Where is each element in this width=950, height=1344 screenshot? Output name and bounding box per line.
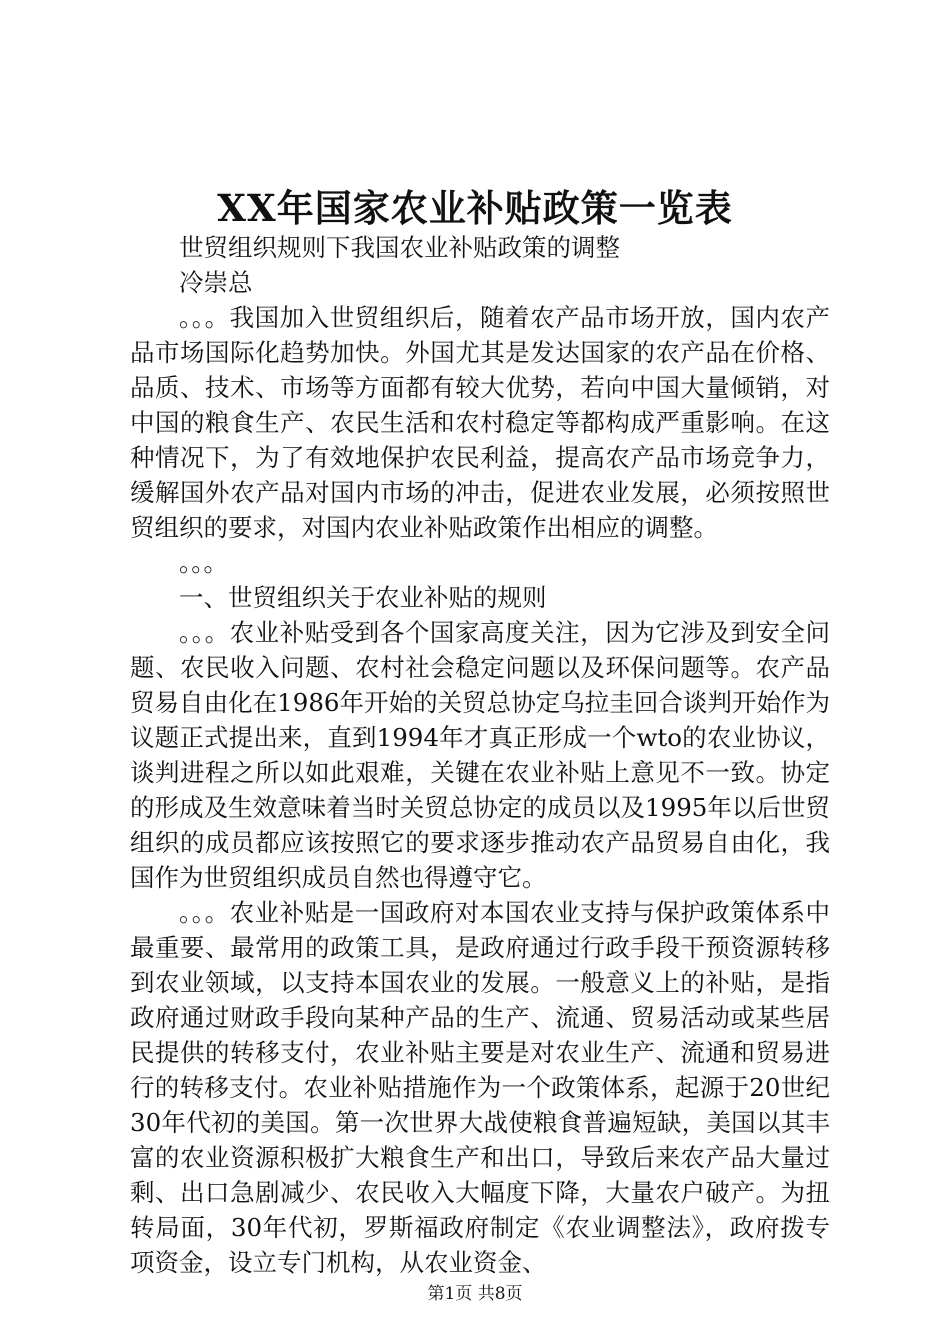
document-body [130, 230, 830, 1280]
paragraph-3: 。。。农业补贴受到各个国家高度关注，因为它涉及到安全问题、农民收入问题、农村社会稳定问题以及环保问题等。农产品贸易自由化在1986年开始的关贸总协定乌拉圭回合谈判开始作为议题正式提出来，直到1994年才真正形成一个wto的农业协议，谈判进程之所以如此艰难，关键在农业补贴上意见不一致。协定的形成及生效意味着当时关贸总协定的成员以及1995年以后世贸组织的成员都应该按照它的要求逐步推动农产品贸易自由化，我国作为世贸组织成员自然也得遵守它。 [130, 618, 830, 892]
subtitle: 世贸组织规则下我国农业补贴政策的调整 [179, 233, 620, 262]
paragraph-1: 。。。我国加入世贸组织后，随着农产品市场开放，国内农产品市场国际化趋势加快。外国尤其是发达国家的农产品在价格、品质、技术、市场等方面都有较大优势，若向中国大量倾销，对中国的粮食生产、农民生活和农村稳定等都构成严重影响。在这种情况下，为了有效地保护农民利益，提高农产品市场竞争力，缓解国外农产品对国内市场的冲击，促进农业发展，必须按照世贸组织的要求，对国内农业补贴政策作出相应的调整。 [130, 303, 830, 542]
author: 冷崇总 [179, 268, 253, 297]
page-footer: 第1页 共8页 [427, 1284, 523, 1304]
document-title: XX年国家农业补贴政策一览表 [217, 186, 733, 230]
section-heading-1: 一、世贸组织关于农业补贴的规则 [179, 583, 547, 612]
paragraph-2: 。。。 [179, 548, 228, 577]
paragraph-4: 。。。农业补贴是一国政府对本国农业支持与保护政策体系中最重要、最常用的政策工具，是政府通过行政手段干预资源转移到农业领域，以支持本国农业的发展。一般意义上的补贴，是指政府通过财政手段向某种产品的生产、流通、贸易活动或某些居民提供的转移支付，农业补贴主要是对农业生产、流通和贸易进行的转移支付。农业补贴措施作为一个政策体系，起源于20世纪30年代初的美国。第一次世界大战使粮食普遍短缺，美国以其丰富的农业资源积极扩大粮食生产和出口，导致后来农产品大量过剩、出口急剧减少、农民收入大幅度下降，大量农户破产。为扭转局面，30年代初，罗斯福政府制定《农业调整法》，政府拨专项资金，设立专门机构，从农业资金、 [130, 898, 830, 1277]
